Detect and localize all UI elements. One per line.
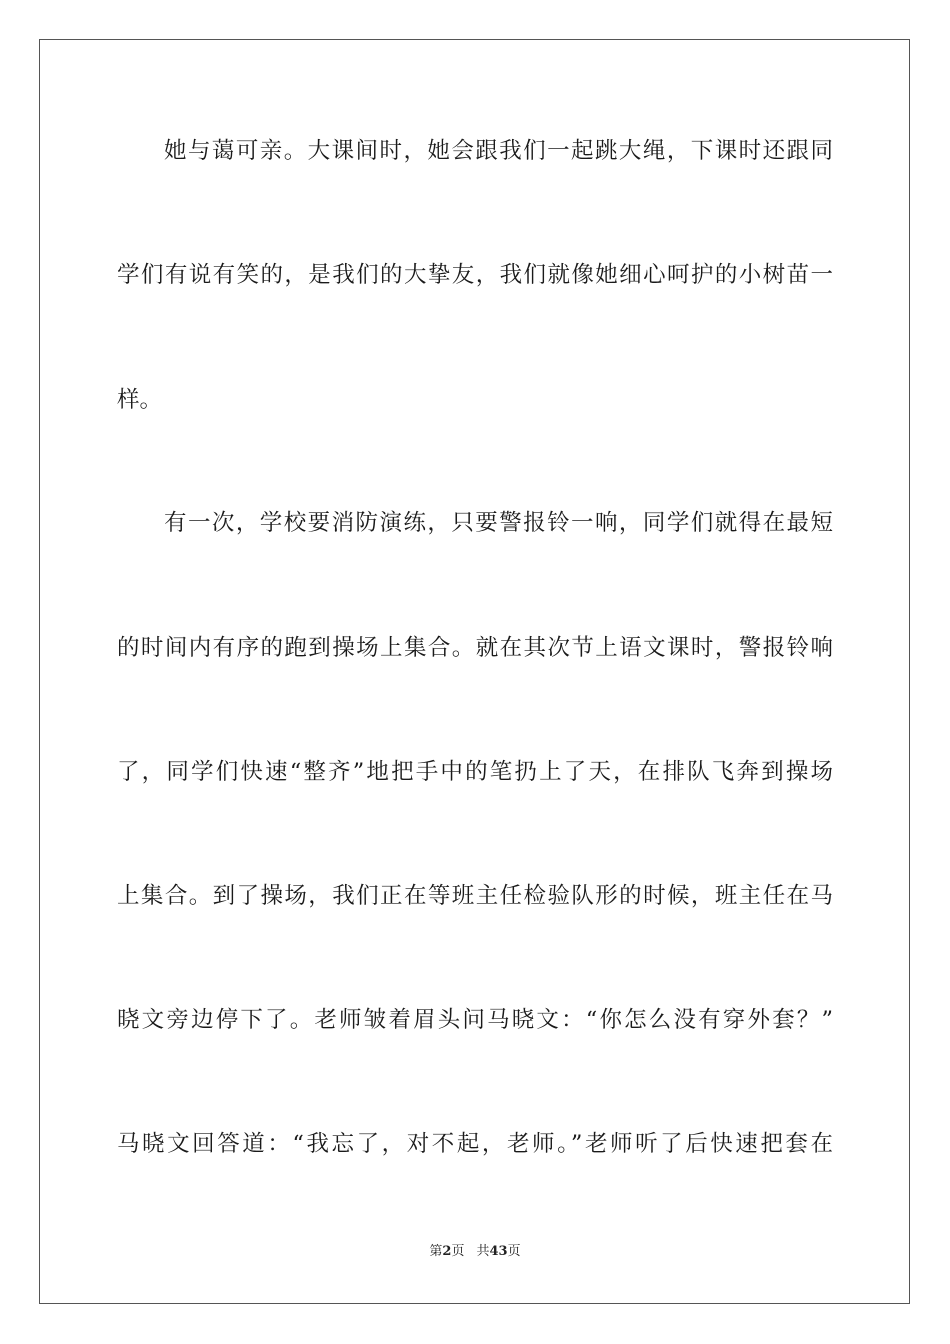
page-footer	[0, 1244, 950, 1260]
paragraph-1-line-1: 她与蔼可亲。大课间时，她会跟我们一起跳大绳，下课时还跟同	[164, 138, 833, 164]
paragraph-2-line-2: 的时间内有序的跑到操场上集合。就在其次节上语文课时，警报铃响	[117, 635, 833, 661]
footer-page-suffix: 页	[451, 1244, 465, 1259]
paragraph-2-line-6: 马晓文回答道：“我忘了，对不起，老师。”老师听了后快速把套在	[117, 1131, 833, 1157]
paragraph-2-line-1: 有一次，学校要消防演练，只要警报铃一响，同学们就得在最短	[164, 510, 833, 536]
footer-total-prefix: 共	[476, 1244, 490, 1259]
paragraph-1-line-2: 学们有说有笑的，是我们的大挚友，我们就像她细心呵护的小树苗一	[117, 262, 833, 288]
paragraph-1-line-3: 样。	[117, 387, 163, 413]
footer-page-prefix: 第	[429, 1244, 443, 1259]
footer-page-number: 2	[442, 1244, 452, 1259]
footer-total-pages: 43	[489, 1244, 508, 1259]
page-border	[39, 39, 910, 1304]
paragraph-2-line-3: 了，同学们快速“整齐”地把手中的笔扔上了天，在排队飞奔到操场	[117, 759, 833, 785]
footer-total-suffix: 页	[507, 1244, 521, 1259]
paragraph-2-line-5: 晓文旁边停下了。老师皱着眉头问马晓文：“你怎么没有穿外套？”	[117, 1007, 833, 1033]
paragraph-2-line-4: 上集合。到了操场，我们正在等班主任检验队形的时候，班主任在马	[117, 883, 833, 909]
